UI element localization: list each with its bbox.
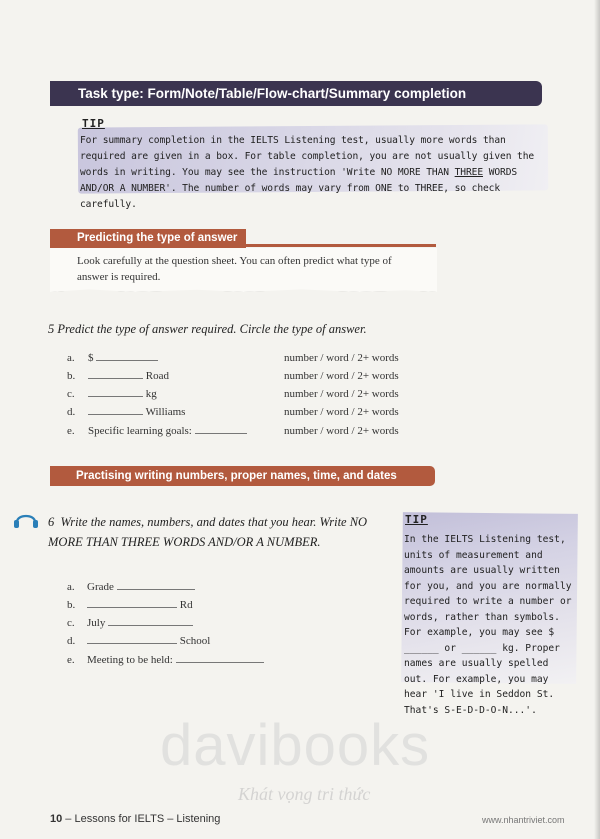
q5-options-d[interactable]: number / word / 2+ words bbox=[284, 406, 399, 418]
answer-blank[interactable] bbox=[195, 425, 247, 434]
q5-options-c[interactable]: number / word / 2+ words bbox=[284, 388, 399, 400]
task-type-banner: Task type: Form/Note/Table/Flow-chart/Summary completion bbox=[50, 81, 542, 106]
answer-blank[interactable] bbox=[176, 654, 264, 663]
answer-blank[interactable] bbox=[88, 370, 143, 379]
q6-item-b: b. Rd bbox=[67, 599, 193, 611]
page-edge-shadow bbox=[594, 0, 600, 839]
question-6-prompt: 6 Write the names, numbers, and dates that you hear. Write NO MORE THAN THREE WORDS AND/OR A NUMBER. bbox=[48, 515, 368, 549]
answer-blank[interactable] bbox=[87, 599, 177, 608]
predict-section-banner: Predicting the type of answer bbox=[50, 229, 246, 248]
tip-title: TIP bbox=[82, 117, 105, 130]
headphones-icon[interactable] bbox=[12, 508, 40, 530]
predict-note-text: Look carefully at the question sheet. You can often predict what type of answer is required. bbox=[77, 255, 392, 283]
tip-title: TIP bbox=[405, 513, 428, 526]
tip-text: For summary completion in the IELTS Listening test, usually more words than required are given in a box. For table completion, you are not usually given the words in writing. You may see the instruction 'Write NO MORE THAN THREE WORDS AND/OR A NUMBER'. The number of words may vary from ONE to THREE, so check carefully. bbox=[80, 135, 535, 210]
watermark-slogan: Khát vọng tri thức bbox=[238, 784, 371, 804]
answer-blank[interactable] bbox=[108, 617, 193, 626]
q5-item-b: b. Road bbox=[67, 370, 169, 382]
answer-blank[interactable] bbox=[117, 581, 195, 590]
section-rule bbox=[244, 244, 436, 247]
answer-blank[interactable] bbox=[96, 352, 158, 361]
q5-options-a[interactable]: number / word / 2+ words bbox=[284, 352, 399, 364]
answer-blank[interactable] bbox=[88, 388, 143, 397]
q6-item-d: d. School bbox=[67, 635, 211, 647]
q6-item-a: a. Grade bbox=[67, 581, 195, 593]
footer-url[interactable]: www.nhantriviet.com bbox=[482, 815, 565, 825]
q6-item-e: e. Meeting to be held: bbox=[67, 654, 264, 666]
answer-blank[interactable] bbox=[88, 406, 143, 415]
q5-item-a: a. $ bbox=[67, 352, 158, 364]
q5-item-e: e. Specific learning goals: bbox=[67, 425, 247, 437]
answer-blank[interactable] bbox=[87, 635, 177, 644]
practice-section-banner: Practising writing numbers, proper names, time, and dates bbox=[50, 466, 435, 486]
tip-text: In the IELTS Listening test, units of measurement and amounts are usually written for you, and you are normally required to write a number or words, rather than symbols. For example, you may see $ ______ or ______ kg. Proper names are usually spelled out. For example, you may hear 'I live in Seddon St. That's S-E-D-D-O-N...'. bbox=[404, 534, 572, 716]
q5-options-b[interactable]: number / word / 2+ words bbox=[284, 370, 399, 382]
q5-options-e[interactable]: number / word / 2+ words bbox=[284, 425, 399, 437]
question-5-prompt: 5 Predict the type of answer required. Circle the type of answer. bbox=[48, 322, 367, 336]
q6-item-c: c. July bbox=[67, 617, 193, 629]
q5-item-d: d. Williams bbox=[67, 406, 186, 418]
q5-item-c: c. kg bbox=[67, 388, 157, 400]
watermark-brand: davibooks bbox=[160, 713, 431, 778]
footer-page-label: 10 – Lessons for IELTS – Listening bbox=[50, 813, 221, 825]
